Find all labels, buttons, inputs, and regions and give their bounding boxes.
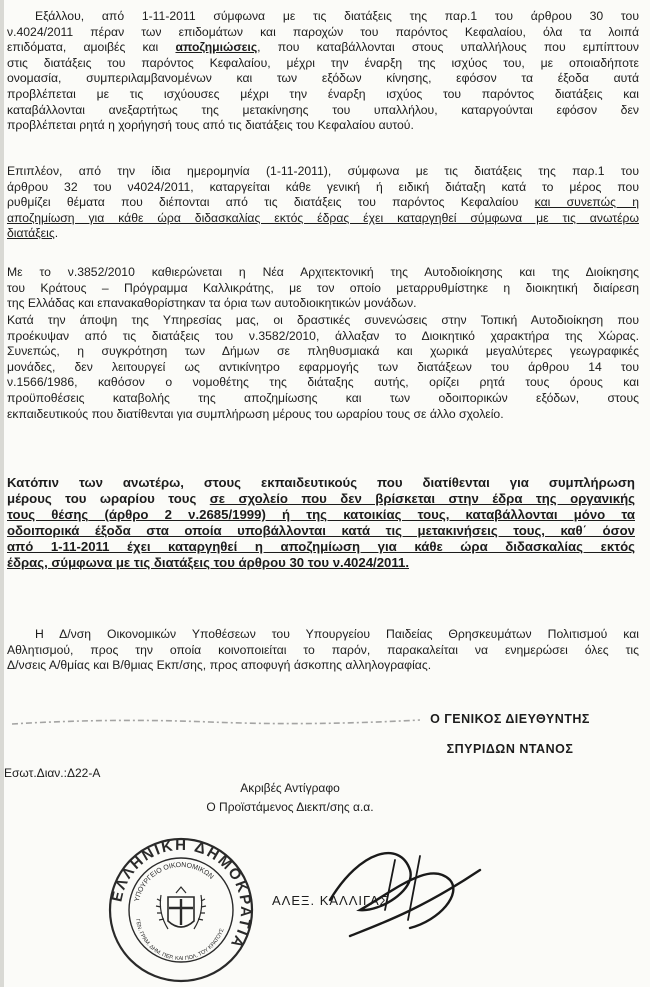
director-name: ΣΠΥΡΙΔΩΝ ΝΤΑΝΟΣ — [446, 742, 574, 756]
paragraph-service-opinion — [7, 313, 639, 422]
p2-line-5-tail: . — [54, 226, 59, 241]
paragraph-closing — [7, 627, 639, 674]
bold-line-4: οδοιπορικά έξοδα στα οποία υποβάλλονται κατά τις μετακινήσεις τους, καθ΄ όσον — [7, 523, 635, 538]
bold-line-2-underlined: σε σχολείο που δεν βρίσκεται στην έδρα της οργανικής — [209, 491, 635, 506]
p3-line-1: Με το ν.3852/2010 καθιερώνεται η Νέα Αρχιτεκτονική της Αυτοδιοίκησης και της Διοίκησης — [7, 265, 639, 279]
p1-line-6: προβλέπεται με τις ισχύουσες μέχρι την έναρξη ισχύος του παρόντος διατάξεις και — [7, 86, 639, 101]
closing-line-2: Αθλητισμού, προς την οποία κοινοποιείται το παρόν, παρακαλείται να ενημερώσει όλες τις — [7, 642, 639, 657]
internal-distribution: Εσωτ.Διαν.:Δ22-Α — [4, 766, 101, 780]
p2-line-5-underlined: διατάξεις — [7, 226, 55, 241]
paragraph-abolition — [7, 164, 639, 242]
p1-line-3 — [7, 40, 639, 56]
p3-line-3: της Ελλάδας και επανακαθορίστηκαν τα όρια των αυτοδιοικητικών μονάδων. — [7, 296, 417, 311]
p2-line-1: Επιπλέον, από την ίδια ημερομηνία (1-11-2011), σύμφωνα με τις διατάξεις της παρ.1 του — [7, 164, 639, 178]
bold-line-3-b: (άρθρο 2 ν.2685/1999) — [88, 507, 283, 522]
p2-line-4: αποζημίωση για κάθε ώρα διδασκαλίας εκτός έδρας έχει καταργηθεί σύμφωνα με τις ανωτέρω — [7, 210, 639, 225]
p1-line-5: ονομασία, συμπεριλαμβανομένων και των εξόδων κίνησης, εφόσον τα έξοδα αυτά — [7, 71, 639, 86]
director-title: Ο ΓΕΝΙΚΟΣ ΔΙΕΥΘΥΝΤΗΣ — [430, 712, 590, 726]
p1-line-7: καταβάλλονται ανεξαρτήτως της μετακίνησης του υπαλλήλου, καταργούνται εφόσον δεν — [7, 102, 639, 117]
office-head-label: Ο Προϊστάμενος Διεκπ/σης α.α. — [206, 800, 374, 814]
scan-shadow-edge — [0, 0, 4, 987]
p1-line-1: Εξάλλου, από 1-11-2011 σύμφωνα με τις διατάξεις της παρ.1 του άρθρου 30 του — [35, 9, 639, 23]
bold-line-5: από 1-11-2011 έχει καταργηθεί η αποζημίωση για κάθε ώρα διδασκαλίας εκτός — [7, 539, 635, 554]
scan-artifact-line — [10, 712, 430, 734]
p4-line-5: ν.1566/1986, καθόσον ο νομοθέτης της διάταξης αυτής, ορίζει ρητά τους όρους και — [7, 375, 639, 390]
p4-line-6: προϋποθέσεις καταβολής της αποζημίωσης και των οδοιπορικών εξόδων, στους — [7, 390, 639, 405]
certified-signer-name: ΑΛΕΞ. ΚΑΛΛΙΓΑΣ — [272, 893, 389, 908]
p2-line-3 — [7, 195, 639, 211]
closing-line-1: Η Δ/νση Οικονομικών Υποθέσεων του Υπουργείου Παιδείας Θρησκευμάτων Πολιτισμού και — [35, 627, 639, 641]
p4-line-7: εκπαιδευτικούς που διατίθενται για συμπλήρωση μέρους του ωραρίου τους σε άλλο σχολείο. — [7, 406, 504, 421]
bold-line-2-a: μέρους του ωραρίου τους — [7, 491, 210, 506]
certified-copy-label: Ακριβές Αντίγραφο — [240, 781, 340, 795]
stamp-outer-text: ΕΛΛΗΝΙΚΗ ΔΗΜΟΚΡΑΤΙΑ — [108, 836, 255, 953]
bold-line-2 — [7, 491, 635, 507]
bold-line-1: Κατόπιν των ανωτέρω, στους εκπαιδευτικούς που διατίθενται για συμπλήρωση — [7, 475, 635, 490]
p1-line-3-emphasis: αποζημιώσεις — [175, 40, 258, 55]
p1-line-4: στις διατάξεις του παρόντος Κεφαλαίου, μέχρι την έναρξη της ισχύος του, με οποιαδήποτε — [7, 55, 639, 70]
p4-line-3: Συνεπώς, η συγκρότηση των Δήμων σε πληθυσμιακά και χωρικά μεγαλύτερες γεωγραφικές — [7, 344, 639, 359]
p1-line-8: προβλέπεται ρητά η χορήγησή τους από τις διατάξεις του Κεφαλαίου αυτού. — [7, 118, 414, 133]
closing-line-3: Δ/νσεις Α/θμίας και Β/θμιας Εκπ/σης, προς αποφυγή άσκοπης αλληλογραφίας. — [7, 658, 432, 673]
p2-line-2: άρθρου 32 του ν4024/2011, καταργείται κάθε γενική ή ειδική διάταξη κατά το μέρος που — [7, 179, 639, 194]
p2-line-3-underlined: και συνεπώς η — [534, 195, 639, 210]
p1-line-2: ν.4024/2011 πέραν των επιδομάτων και παροχών του παρόντος Κεφαλαίου, όλα τα λοιπά — [7, 24, 639, 39]
paragraph-conclusion — [7, 475, 635, 571]
bold-line-3-c: ή της κατοικίας τους, καταβάλλονται μόνο τα — [282, 507, 635, 522]
p1-line-3-a: επιδόματα, αμοιβές και — [7, 40, 176, 55]
paragraph-kallikratis — [7, 265, 639, 312]
bold-line-3-a: τους θέσης — [7, 507, 89, 522]
bold-line-3 — [7, 507, 635, 523]
p1-line-3-c: , που καταβάλλονται στους υπαλλήλους που εμπίπτουν — [257, 40, 639, 55]
p2-line-3-plain: ρυθμίζει θέματα που διέπονται από τις διατάξεις του παρόντος Κεφαλαίου — [7, 195, 535, 210]
stamp-inner-text: ΥΠΟΥΡΓΕΙΟ ΟΙΚΟΝΟΜΙΚΩΝ — [133, 861, 215, 903]
stamp-inner-bottom-text: ΓΕΝ. ΓΡΑΜ. ΔΗΜ. ΠΕΡ. ΚΑΙ ΠΟΛ. ΤΟΥ ΚΡΑΤΟΥΣ — [134, 918, 226, 963]
p2-line-5 — [7, 226, 639, 242]
coat-of-arms-icon — [156, 887, 206, 929]
p3-line-2: του Κράτους – Πρόγραμμα Καλλικράτης, με τον οποίο μεταρρυθμίστηκε η διοικητική διαίρεση — [7, 280, 639, 295]
official-stamp — [106, 835, 256, 985]
p4-line-1: Κατά την άποψη της Υπηρεσίας μας, οι δραστικές συνενώσεις στην Τοπική Αυτοδιοίκηση που — [7, 313, 639, 327]
bold-line-6: έδρας, σύμφωνα με τις διατάξεις του άρθρου 30 του ν.4024/2011. — [7, 555, 409, 570]
p4-line-4: μονάδες, δεν λειτουργεί ως αντικίνητρο εφαρμογής των διατάξεων του άρθρου 14 του — [7, 359, 639, 374]
p4-line-2: προέκυψαν από τις διατάξεις του ν.3582/2010, άλλαξαν το Διοικητικό χαρακτήρα της Χώρας. — [7, 328, 639, 343]
paragraph-allowances — [7, 9, 639, 134]
